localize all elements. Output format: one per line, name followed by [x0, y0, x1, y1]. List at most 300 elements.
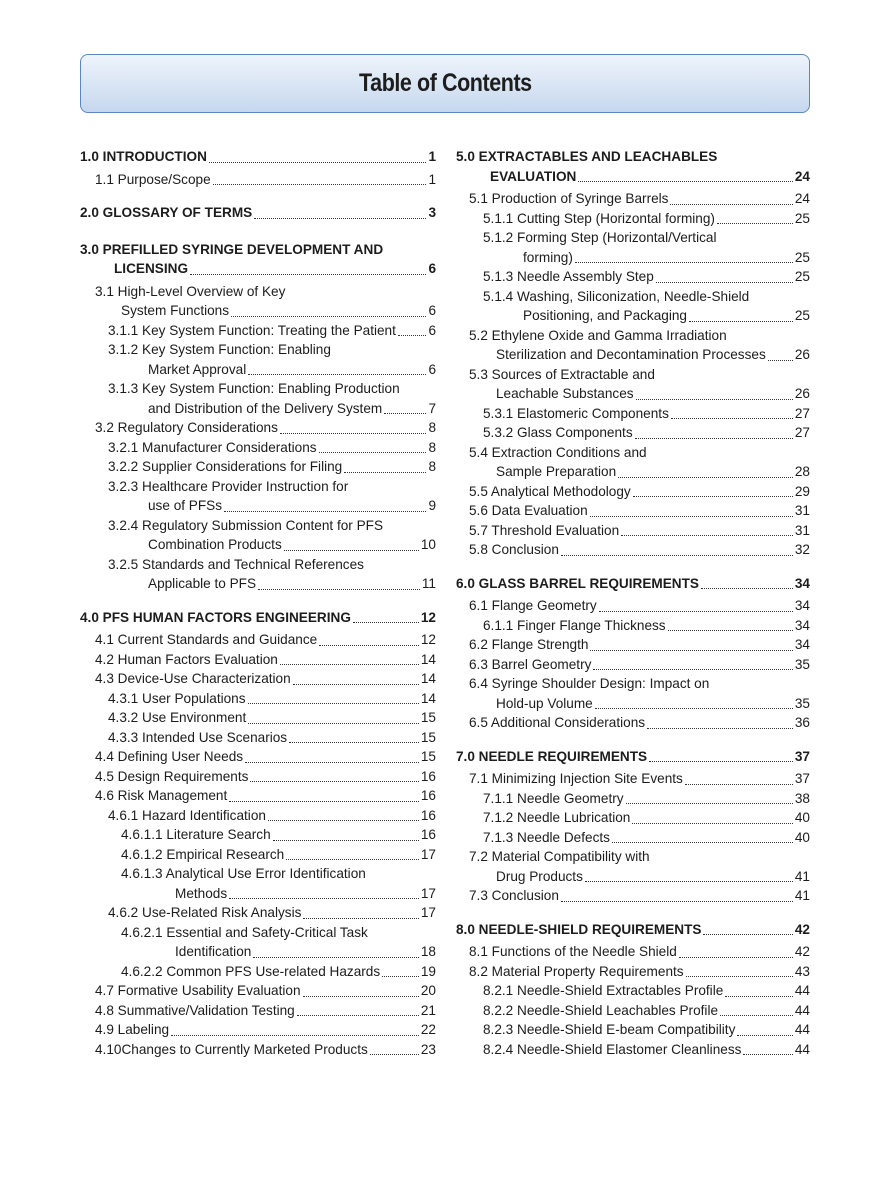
toc-page-number: 16	[420, 807, 436, 823]
toc-page-number: 25	[794, 210, 810, 226]
toc-page-number: 22	[420, 1022, 436, 1037]
toc-entry-title: Methods	[175, 885, 228, 901]
toc-entry[interactable]	[80, 301, 436, 321]
toc-page-number: 29	[794, 483, 810, 499]
toc-entry-title: 4.5 Design Requirements	[95, 768, 249, 784]
toc-entry-title: 4.4 Defining User Needs	[95, 749, 244, 764]
toc-page-number: 44	[794, 983, 810, 998]
toc-entry-title: 6.3 Barrel Geometry	[469, 656, 592, 672]
toc-entry-title: 3.1.3 Key System Function: Enabling Production	[108, 381, 400, 396]
toc-entry[interactable]	[80, 786, 436, 806]
dot-leader	[250, 781, 418, 782]
dot-leader	[231, 316, 426, 317]
toc-entry-title: 7.0 NEEDLE REQUIREMENTS	[456, 748, 648, 764]
toc-page-number: 12	[420, 609, 436, 625]
dot-leader	[224, 511, 426, 512]
toc-entry-title: 5.3 Sources of Extractable and	[469, 366, 655, 382]
toc-entry[interactable]	[456, 596, 810, 616]
toc-page-number: 7	[428, 400, 436, 416]
toc-entry[interactable]	[80, 457, 436, 477]
page-title: Table of Contents	[358, 69, 532, 97]
dot-leader	[585, 881, 793, 882]
toc-entry-title: use of PFSs	[148, 498, 223, 513]
toc-entry-title: 4.6.1.2 Empirical Research	[121, 846, 285, 862]
toc-entry-title: 4.6.1 Hazard Identification	[108, 807, 266, 823]
toc-entry-title: 8.2.1 Needle-Shield Extractables Profile	[483, 983, 724, 998]
toc-entry[interactable]	[456, 326, 810, 346]
dot-leader	[737, 1035, 793, 1036]
toc-section-entry[interactable]	[456, 167, 810, 187]
toc-entry[interactable]	[456, 828, 810, 848]
toc-entry-title: 4.6.2.1 Essential and Safety-Critical Task	[121, 924, 368, 940]
toc-entry[interactable]	[80, 496, 436, 516]
toc-entry-title: 5.1.1 Cutting Step (Horizontal forming)	[483, 210, 715, 226]
toc-entry-title: 5.1.3 Needle Assembly Step	[483, 269, 654, 284]
dot-leader	[701, 588, 793, 589]
toc-entry[interactable]	[456, 306, 810, 326]
toc-entry-title: 3.1.1 Key System Function: Treating the Patient	[108, 322, 396, 338]
section-gap	[80, 226, 436, 240]
toc-section-entry[interactable]	[80, 203, 436, 223]
toc-entry-title: 4.3 Device-Use Characterization	[95, 671, 291, 686]
toc-section-entry[interactable]	[80, 608, 436, 628]
toc-entry-title: 4.3.1 User Populations	[108, 690, 246, 706]
toc-entry[interactable]	[456, 674, 810, 694]
toc-page-number: 43	[794, 963, 810, 979]
dot-leader	[575, 262, 793, 263]
toc-page-number: 42	[794, 921, 810, 937]
toc-entry[interactable]	[456, 462, 810, 482]
dot-leader	[703, 934, 792, 935]
toc-entry-title: 3.2.2 Supplier Considerations for Filing	[108, 459, 343, 474]
toc-entry-title: Leachable Substances	[496, 386, 634, 401]
toc-page-number: 35	[794, 656, 810, 672]
toc-left-column	[80, 147, 436, 1059]
toc-entry-title: 7.1.2 Needle Lubrication	[483, 810, 631, 825]
toc-entry[interactable]	[80, 282, 436, 302]
toc-entry-title: 7.1.3 Needle Defects	[483, 829, 610, 845]
toc-entry-title: Applicable to PFS	[148, 576, 257, 591]
toc-page-number: 31	[794, 522, 810, 538]
toc-entry[interactable]	[80, 884, 436, 904]
toc-page-number: 31	[794, 503, 810, 518]
toc-page-number: 10	[420, 537, 436, 552]
section-gap	[456, 733, 810, 747]
dot-leader	[626, 803, 793, 804]
dot-leader	[280, 664, 419, 665]
toc-entry-title: 8.2.2 Needle-Shield Leachables Profile	[483, 1002, 719, 1018]
toc-entry[interactable]	[80, 535, 436, 555]
toc-page-number: 17	[420, 905, 436, 920]
toc-entry[interactable]	[456, 694, 810, 714]
dot-leader	[268, 820, 419, 821]
dot-leader	[229, 898, 419, 899]
toc-page-number: 44	[794, 1041, 810, 1057]
toc-entry[interactable]	[80, 806, 436, 826]
toc-section-entry[interactable]	[456, 147, 810, 167]
toc-page-number: 32	[794, 542, 810, 557]
toc-entry-title: 1.0 INTRODUCTION	[80, 149, 207, 164]
toc-entry[interactable]	[456, 228, 810, 248]
toc-entry[interactable]	[456, 1040, 810, 1060]
dot-leader	[213, 184, 427, 185]
toc-entry-title: 5.6 Data Evaluation	[469, 503, 588, 518]
toc-page-number: 40	[794, 810, 810, 825]
toc-page-number: 26	[794, 347, 810, 362]
toc-entry-title: 6.1 Flange Geometry	[469, 598, 597, 613]
toc-entry-title: Market Approval	[148, 361, 247, 377]
toc-page-number: 21	[420, 1002, 436, 1018]
toc-entry[interactable]	[456, 443, 810, 463]
toc-page-number: 24	[794, 191, 810, 206]
toc-page-number: 17	[420, 846, 436, 862]
dot-leader	[590, 650, 792, 651]
dot-leader	[668, 630, 793, 631]
dot-leader	[209, 162, 427, 163]
toc-section-entry[interactable]	[80, 147, 436, 167]
dot-leader	[398, 335, 427, 336]
toc-page-number: 8	[428, 439, 436, 455]
dot-leader	[293, 684, 419, 685]
toc-page-number: 6	[428, 261, 436, 276]
dot-leader	[633, 496, 793, 497]
toc-entry[interactable]	[80, 379, 436, 399]
toc-entry[interactable]	[80, 845, 436, 865]
toc-page-number: 15	[420, 729, 436, 745]
toc-section-entry[interactable]	[456, 920, 810, 940]
dot-leader	[229, 801, 419, 802]
toc-page-number: 34	[794, 575, 810, 591]
toc-entry[interactable]	[80, 689, 436, 709]
toc-entry[interactable]	[80, 942, 436, 962]
toc-entry[interactable]	[80, 516, 436, 536]
toc-entry[interactable]	[80, 555, 436, 575]
toc-entry[interactable]	[456, 867, 810, 887]
toc-page-number: 44	[794, 1022, 810, 1037]
dot-leader	[632, 823, 793, 824]
toc-page-number: 38	[794, 790, 810, 806]
toc-entry-title: 6.2 Flange Strength	[469, 637, 589, 652]
toc-page-number: 16	[420, 788, 436, 803]
dot-leader	[593, 669, 792, 670]
dot-leader	[689, 321, 793, 322]
toc-entry-title: 6.4 Syringe Shoulder Design: Impact on	[469, 676, 710, 691]
dot-leader	[561, 555, 793, 556]
toc-entry[interactable]	[80, 767, 436, 787]
toc-entry-title: 7.3 Conclusion	[469, 888, 559, 903]
toc-page-number: 11	[421, 576, 436, 591]
toc-entry-title: 5.3.1 Elastomeric Components	[483, 405, 669, 421]
toc-entry[interactable]	[456, 886, 810, 906]
toc-page-number: 23	[420, 1041, 436, 1057]
toc-page-number: 16	[420, 827, 436, 842]
toc-entry[interactable]	[80, 399, 436, 419]
toc-entry-title: 4.6.2.2 Common PFS Use-related Hazards	[121, 963, 381, 979]
toc-entry-title: 2.0 GLOSSARY OF TERMS	[80, 205, 253, 220]
toc-entry-title: 1.1 Purpose/Scope	[95, 171, 211, 187]
toc-entry[interactable]	[80, 1020, 436, 1040]
toc-page-number: 1	[428, 149, 436, 164]
toc-page-number: 34	[794, 637, 810, 652]
title-box	[80, 54, 810, 113]
toc-entry[interactable]	[456, 1020, 810, 1040]
toc-entry[interactable]	[80, 574, 436, 594]
toc-page-number: 41	[794, 868, 810, 884]
toc-entry[interactable]	[456, 616, 810, 636]
toc-entry-title: 6.0 GLASS BARREL REQUIREMENTS	[456, 575, 699, 591]
toc-entry-title: Sample Preparation	[496, 464, 617, 479]
toc-entry[interactable]	[80, 630, 436, 650]
toc-entry-title: 4.7 Formative Usability Evaluation	[95, 983, 301, 998]
toc-entry-title: Combination Products	[148, 537, 282, 552]
toc-page-number: 28	[794, 464, 810, 479]
toc-entry-title: 4.6.2 Use-Related Risk Analysis	[108, 905, 302, 920]
toc-entry[interactable]	[456, 981, 810, 1001]
dot-leader	[284, 550, 419, 551]
toc-entry-title: 4.3.3 Intended Use Scenarios	[108, 729, 288, 745]
toc-page-number: 8	[428, 420, 436, 435]
toc-entry[interactable]	[80, 864, 436, 884]
toc-section-entry[interactable]	[80, 240, 436, 260]
toc-entry-title: 8.1 Functions of the Needle Shield	[469, 944, 677, 959]
toc-entry[interactable]	[80, 360, 436, 380]
toc-entry[interactable]	[456, 423, 810, 443]
toc-section-entry[interactable]	[456, 747, 810, 767]
toc-page-number: 15	[420, 710, 436, 725]
toc-entry[interactable]	[456, 962, 810, 982]
toc-entry[interactable]	[456, 521, 810, 541]
toc-entry[interactable]	[456, 847, 810, 867]
toc-entry-title: 4.0 PFS HUMAN FACTORS ENGINEERING	[80, 609, 351, 625]
toc-page-number: 14	[420, 690, 436, 706]
toc-entry[interactable]	[80, 321, 436, 341]
toc-entry-title: 7.2 Material Compatibility with	[469, 849, 650, 864]
toc-page-number: 9	[428, 498, 436, 513]
toc-entry[interactable]	[456, 482, 810, 502]
dot-leader	[258, 589, 420, 590]
toc-entry-title: 5.8 Conclusion	[469, 542, 559, 557]
section-gap	[456, 906, 810, 920]
toc-page-number: 35	[794, 695, 810, 711]
toc-entry-title: Positioning, and Packaging	[523, 308, 687, 323]
toc-entry[interactable]	[80, 923, 436, 943]
dot-leader	[595, 708, 793, 709]
toc-entry[interactable]	[80, 747, 436, 767]
toc-entry-title: 6.1.1 Finger Flange Thickness	[483, 617, 666, 633]
toc-entry[interactable]	[456, 404, 810, 424]
toc-entry-title: 3.2.4 Regulatory Submission Content for PFS	[108, 517, 384, 533]
dot-leader	[248, 723, 419, 724]
toc-entry-title: 8.2.3 Needle-Shield E-beam Compatibility	[483, 1022, 736, 1037]
toc-entry[interactable]	[456, 789, 810, 809]
toc-entry[interactable]	[80, 438, 436, 458]
dot-leader	[599, 611, 793, 612]
toc-entry[interactable]	[456, 501, 810, 521]
toc-entry-title: 4.2 Human Factors Evaluation	[95, 651, 278, 667]
toc-entry[interactable]	[456, 345, 810, 365]
toc-entry-title: 5.7 Threshold Evaluation	[469, 522, 620, 538]
toc-section-entry[interactable]	[80, 259, 436, 279]
toc-entry[interactable]	[80, 1001, 436, 1021]
toc-entry-title: 3.0 PREFILLED SYRINGE DEVELOPMENT AND	[80, 241, 384, 257]
toc-entry[interactable]	[80, 728, 436, 748]
dot-leader	[621, 535, 793, 536]
dot-leader	[319, 452, 427, 453]
section-gap	[456, 560, 810, 574]
toc-entry[interactable]	[80, 650, 436, 670]
toc-entry[interactable]	[456, 540, 810, 560]
toc-entry-title: 5.3.2 Glass Components	[483, 425, 633, 440]
toc-page-number: 1	[428, 171, 436, 187]
toc-entry-title: 4.1 Current Standards and Guidance	[95, 632, 318, 647]
toc-entry-title: 4.6 Risk Management	[95, 788, 228, 803]
toc-page-number: 41	[794, 888, 810, 903]
toc-entry-title: Drug Products	[496, 868, 583, 884]
dot-leader	[245, 762, 419, 763]
toc-entry-title: and Distribution of the Delivery System	[148, 400, 383, 416]
toc-entry-title: System Functions	[121, 303, 230, 318]
toc-entry[interactable]	[80, 708, 436, 728]
toc-page-number: 19	[420, 963, 436, 979]
toc-entry[interactable]	[80, 962, 436, 982]
toc-entry-title: 3.2.1 Manufacturer Considerations	[108, 439, 317, 455]
toc-entry-title: LICENSING	[114, 261, 189, 276]
toc-entry-title: 5.5 Analytical Methodology	[469, 483, 631, 499]
toc-entry-title: 3.1 High-Level Overview of Key	[95, 283, 286, 299]
dot-leader	[578, 181, 793, 182]
toc-page-number: 15	[420, 749, 436, 764]
toc-page-number: 25	[794, 308, 810, 323]
toc-entry-title: 7.1 Minimizing Injection Site Events	[469, 771, 683, 786]
toc-entry-title: 8.2 Material Property Requirements	[469, 963, 684, 979]
toc-entry-title: 8.0 NEEDLE-SHIELD REQUIREMENTS	[456, 921, 702, 937]
toc-entry-title: 5.1 Production of Syringe Barrels	[469, 191, 669, 206]
toc-entry-title: 3.1.2 Key System Function: Enabling	[108, 342, 331, 357]
toc-entry-title: 4.9 Labeling	[95, 1022, 170, 1037]
toc-entry-title: 5.2 Ethylene Oxide and Gamma Irradiation	[469, 327, 727, 343]
toc-entry-title: Sterilization and Decontamination Processes	[496, 347, 766, 362]
toc-entry[interactable]	[456, 635, 810, 655]
toc-page-number: 37	[794, 771, 810, 786]
toc-entry[interactable]	[80, 825, 436, 845]
section-gap	[80, 594, 436, 608]
toc-entry[interactable]	[456, 267, 810, 287]
dot-leader	[286, 859, 419, 860]
toc-page-number: 20	[420, 983, 436, 998]
dot-leader	[612, 842, 793, 843]
toc-entry[interactable]	[456, 189, 810, 209]
toc-entry[interactable]	[456, 655, 810, 675]
toc-entry[interactable]	[456, 287, 810, 307]
dot-leader	[679, 957, 793, 958]
dot-leader	[303, 996, 419, 997]
dot-leader	[353, 622, 419, 623]
dot-leader	[561, 901, 793, 902]
toc-page-number: 25	[794, 249, 810, 265]
toc-page-number: 14	[420, 671, 436, 686]
toc-entry[interactable]	[80, 340, 436, 360]
dot-leader	[384, 413, 426, 414]
toc-entry[interactable]	[80, 418, 436, 438]
toc-entry[interactable]	[80, 170, 436, 190]
toc-page-number: 18	[420, 944, 436, 959]
toc-right-column	[456, 147, 810, 1059]
toc-page-number: 42	[794, 944, 810, 959]
toc-entry-title: Hold-up Volume	[496, 695, 593, 711]
toc-page-number: 17	[420, 885, 436, 901]
toc-page-number: 24	[794, 168, 810, 184]
toc-page-number: 8	[428, 459, 436, 474]
toc-entry[interactable]	[80, 669, 436, 689]
toc-entry[interactable]	[456, 713, 810, 733]
toc-entry-title: 6.5 Additional Considerations	[469, 715, 646, 730]
toc-entry-title: Identification	[175, 944, 252, 959]
toc-entry-title: 4.3.2 Use Environment	[108, 710, 247, 725]
dot-leader	[303, 918, 418, 919]
toc-entry-title: 4.8 Summative/Validation Testing	[95, 1002, 295, 1018]
dot-leader	[671, 418, 793, 419]
toc-page-number: 36	[794, 715, 810, 730]
toc-entry-title: 5.0 EXTRACTABLES AND LEACHABLES	[456, 149, 718, 164]
toc-section-entry[interactable]	[456, 574, 810, 594]
toc-entry[interactable]	[456, 808, 810, 828]
toc-entry[interactable]	[456, 769, 810, 789]
toc-entry[interactable]	[456, 248, 810, 268]
section-gap	[80, 189, 436, 203]
toc-page-number: 12	[420, 632, 436, 647]
toc-entry-title: 8.2.4 Needle-Shield Elastomer Cleanliness	[483, 1041, 742, 1057]
toc-entry[interactable]	[80, 477, 436, 497]
dot-leader	[720, 1015, 793, 1016]
toc-page-number: 6	[428, 303, 436, 318]
dot-leader	[319, 645, 419, 646]
toc-entry[interactable]	[456, 942, 810, 962]
dot-leader	[717, 223, 793, 224]
dot-leader	[635, 438, 793, 439]
dot-leader	[590, 516, 793, 517]
dot-leader	[248, 374, 426, 375]
toc-page-number: 6	[428, 361, 436, 377]
toc-page-number: 27	[794, 425, 810, 440]
dot-leader	[344, 472, 426, 473]
toc-page-number: 34	[794, 598, 810, 613]
dot-leader	[618, 477, 793, 478]
toc-entry-title: 5.4 Extraction Conditions and	[469, 444, 647, 460]
toc-page-number: 27	[794, 405, 810, 421]
dot-leader	[289, 742, 419, 743]
dot-leader	[297, 1015, 419, 1016]
toc-entry-title: EVALUATION	[490, 168, 577, 184]
toc-page-number: 16	[420, 768, 436, 784]
dot-leader	[685, 784, 793, 785]
toc-entry[interactable]	[80, 981, 436, 1001]
dot-leader	[647, 728, 793, 729]
toc-page-number: 34	[794, 617, 810, 633]
toc-entry-title: 5.1.2 Forming Step (Horizontal/Vertical	[483, 230, 717, 245]
toc-entry-title: 3.2.3 Healthcare Provider Instruction for	[108, 478, 349, 494]
dot-leader	[649, 761, 793, 762]
toc-entry[interactable]	[456, 384, 810, 404]
dot-leader	[743, 1054, 792, 1055]
toc-entry[interactable]	[456, 209, 810, 229]
dot-leader	[670, 204, 792, 205]
toc-page-number: 25	[794, 269, 810, 284]
toc-entry-title: 7.1.1 Needle Geometry	[483, 790, 624, 806]
toc-entry[interactable]	[80, 1040, 436, 1060]
toc-entry[interactable]	[456, 365, 810, 385]
toc-entry[interactable]	[80, 903, 436, 923]
toc-entry[interactable]	[456, 1001, 810, 1021]
